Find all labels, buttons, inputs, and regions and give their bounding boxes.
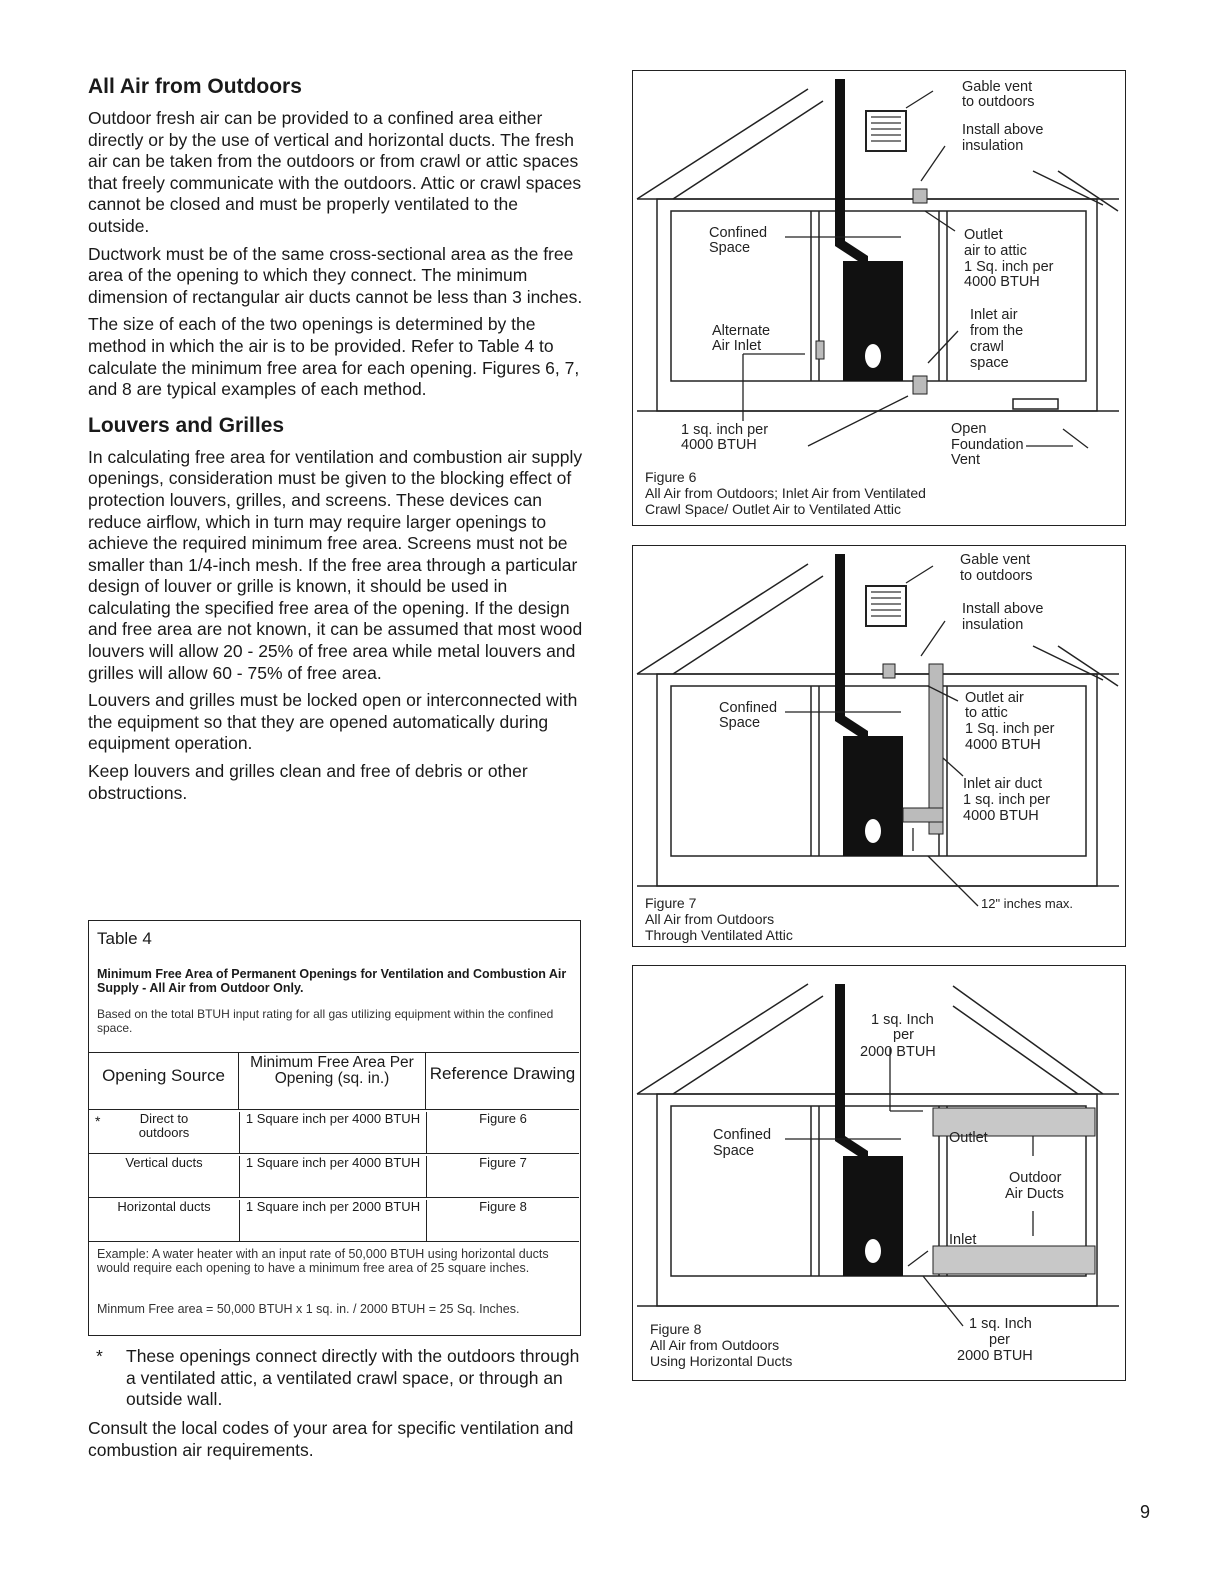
footnote [96, 1346, 586, 1411]
figure-6 [632, 70, 1126, 526]
fig8-label-top1: 1 sq. Inch [871, 1012, 934, 1028]
fig6-label-open3: Vent [951, 452, 981, 468]
paragraph: Ductwork must be of the same cross-sectional area as the free area of the opening to which they connect. The minimum dimension of rectangular air ducts cannot be less than 3 inches. [88, 243, 583, 307]
figure-6-diagram [633, 71, 1124, 524]
fig7-label-confined2: Space [719, 715, 761, 731]
fig6-label-confined1: Confined [709, 225, 768, 241]
figure-8 [632, 965, 1126, 1381]
section-heading-all-air: All Air from Outdoors [88, 75, 302, 98]
fig8-label-top3: 2000 BTUH [860, 1044, 936, 1060]
paragraph: Louvers and grilles must be locked open or interconnected with the equipment so that they are opened automatically during equipment operation. [88, 690, 578, 754]
fig8-caption2: All Air from Outdoors [650, 1337, 780, 1353]
fig8-label-top2: per [893, 1027, 914, 1043]
fig7-label-install2: insulation [962, 617, 1024, 633]
fig8-label-outdoor1: Outdoor [1009, 1170, 1062, 1186]
fig6-caption3: Crawl Space/ Outlet Air to Ventilated Attic [645, 501, 902, 517]
cell-source: * Direct to outdoors [89, 1112, 240, 1153]
fig8-label-inlet: Inlet [949, 1232, 977, 1248]
table-formula: Minmum Free area = 50,000 BTUH x 1 sq. in. / 2000 BTUH = 25 Sq. Inches. [97, 1302, 520, 1316]
fig6-label-sq2: 4000 BTUH [681, 437, 757, 453]
fig7-label-confined1: Confined [719, 700, 778, 716]
fig7-label-outlet3: 1 Sq. inch per [965, 721, 1055, 737]
fig7-label-gable2: to outdoors [960, 568, 1033, 584]
fig7-label-inlet3: 4000 BTUH [963, 808, 1039, 824]
fig6-label-inlet2: from the [970, 323, 1024, 339]
fig6-label-outlet1: Outlet [964, 227, 1003, 243]
table-row [89, 1154, 579, 1198]
table-row [89, 1110, 579, 1154]
fig7-caption2: All Air from Outdoors [645, 911, 775, 927]
fig6-caption1: Figure 6 [645, 469, 697, 485]
page-number: 9 [1140, 1502, 1151, 1522]
fig6-label-outlet3: 1 Sq. inch per [964, 259, 1054, 275]
table-grid [89, 1052, 579, 1242]
cell-area: 1 Square inch per 2000 BTUH [240, 1200, 427, 1241]
fig8-label-outdoor2: Air Ducts [1005, 1186, 1064, 1202]
figure-7-diagram [633, 546, 1124, 945]
cell-source: Horizontal ducts [89, 1200, 240, 1241]
fig8-label-outlet: Outlet [949, 1130, 988, 1146]
fig7-label-inlet2: 1 sq. inch per [963, 792, 1051, 808]
fig8-caption1: Figure 8 [650, 1321, 702, 1337]
fig6-label-sq1: 1 sq. inch per [681, 422, 769, 438]
section-heading-louvers: Louvers and Grilles [88, 413, 285, 437]
fig7-label-outlet4: 4000 BTUH [965, 737, 1041, 753]
footnote-marker: * [96, 1346, 103, 1366]
fig8-label-bot2: per [989, 1332, 1010, 1348]
table-example: Example: A water heater with an input rate of 50,000 BTUH using horizontal ducts would require each opening to have a minimum free area of 25 square inches. [97, 1247, 549, 1275]
fig7-caption3: Through Ventilated Attic [645, 927, 793, 943]
fig6-label-open1: Open [951, 421, 987, 437]
cell-ref: Figure 8 [479, 1199, 527, 1214]
fig6-label-inlet1: Inlet air [970, 307, 1018, 323]
header-minimum-free-area: Minimum Free Area Per Opening (sq. in.) [239, 1053, 426, 1109]
header-opening-source: Opening Source [89, 1053, 239, 1109]
cell-area: 1 Square inch per 4000 BTUH [240, 1112, 427, 1153]
fig6-label-install1: Install above [962, 122, 1044, 138]
fig6-label-outlet2: air to attic [964, 243, 1027, 259]
paragraph: Outdoor fresh air can be provided to a confined area either directly or by the use of vertical and horizontal ducts. The fresh air can be taken from the outdoors or from crawl or attic spaces that freely communicate with the outdoors. Attic or crawl spaces cannot be closed and must be properly ventilated to the outside. [88, 108, 582, 236]
cell-ref: Figure 6 [479, 1111, 527, 1126]
fig6-label-inlet4: space [970, 355, 1009, 371]
table-note: Based on the total BTUH input rating for all gas utilizing equipment within the confined space. [97, 1007, 554, 1035]
left-column [88, 74, 583, 810]
figure-7 [632, 545, 1126, 947]
paragraph: The size of each of the two openings is determined by the method in which the air is to be provided. Refer to Table 4 to calculate the minimum free area for each opening. Figures 6, 7, and 8 are typical examples of each method. [88, 314, 580, 400]
fig6-label-alt1: Alternate [712, 323, 771, 339]
table-4 [88, 920, 581, 1336]
fig8-label-bot1: 1 sq. Inch [969, 1316, 1032, 1332]
fig6-label-alt2: Air Inlet [712, 338, 762, 354]
fig7-label-inlet1: Inlet air duct [963, 776, 1042, 792]
paragraph: Keep louvers and grilles clean and free of debris or other obstructions. [88, 761, 528, 803]
table-subtitle: Minimum Free Area of Permanent Openings for Ventilation and Combustion Air Supply - All Air from Outdoor Only. [97, 967, 567, 995]
header-reference-drawing: Reference Drawing [429, 1064, 576, 1083]
figure-8-diagram [633, 966, 1124, 1379]
closing-paragraph: Consult the local codes of your area for specific ventilation and combustion air requirements. [88, 1418, 574, 1460]
fig8-label-confined2: Space [713, 1143, 755, 1159]
fig7-caption1: Figure 7 [645, 895, 697, 911]
cell-ref: Figure 7 [479, 1155, 527, 1170]
table-header-row [89, 1053, 579, 1110]
fig8-caption3: Using Horizontal Ducts [650, 1353, 793, 1369]
fig7-label-outlet2: to attic [965, 705, 1008, 721]
paragraph: In calculating free area for ventilation and combustion air supply openings, consideration must be given to the blocking effect of protection louvers, grilles, and screens. These devices can reduce airflow, which in turn may require larger openings to achieve the required minimum free area. Screens must not be smaller than 1/4-inch mesh. If the free area through a particular design of louver or grille is known, it should be used in calculating the specified free area of the opening. If the design and free area are not known, it can be assumed that most wood louvers will allow 20 - 25% of free area while metal louvers and grilles will allow 60 - 75% of free area. [88, 446, 583, 683]
fig6-label-open2: Foundation [951, 437, 1024, 453]
table-row [89, 1198, 579, 1242]
footnote-text: These openings connect directly with the outdoors through a ventilated attic, a ventilated crawl space, or through an outside wall. [126, 1346, 580, 1410]
asterisk-marker: * [95, 1113, 101, 1129]
fig6-label-gable2: to outdoors [962, 94, 1035, 110]
cell-area: 1 Square inch per 4000 BTUH [240, 1156, 427, 1197]
fig6-label-outlet4: 4000 BTUH [964, 274, 1040, 290]
fig7-label-max: 12" inches max. [981, 896, 1074, 911]
fig6-label-inlet3: crawl [970, 339, 1004, 355]
cell-source: Vertical ducts [89, 1156, 240, 1197]
fig6-label-gable1: Gable vent [962, 79, 1033, 95]
fig8-label-bot3: 2000 BTUH [957, 1348, 1033, 1364]
fig8-label-confined1: Confined [713, 1127, 772, 1143]
table-title: Table 4 [97, 929, 152, 948]
fig6-label-install2: insulation [962, 138, 1024, 154]
fig6-caption2: All Air from Outdoors; Inlet Air from Ventilated [645, 485, 926, 501]
fig7-label-outlet1: Outlet air [965, 690, 1024, 706]
fig6-label-confined2: Space [709, 240, 751, 256]
fig7-label-gable1: Gable vent [960, 552, 1031, 568]
fig7-label-install1: Install above [962, 601, 1044, 617]
